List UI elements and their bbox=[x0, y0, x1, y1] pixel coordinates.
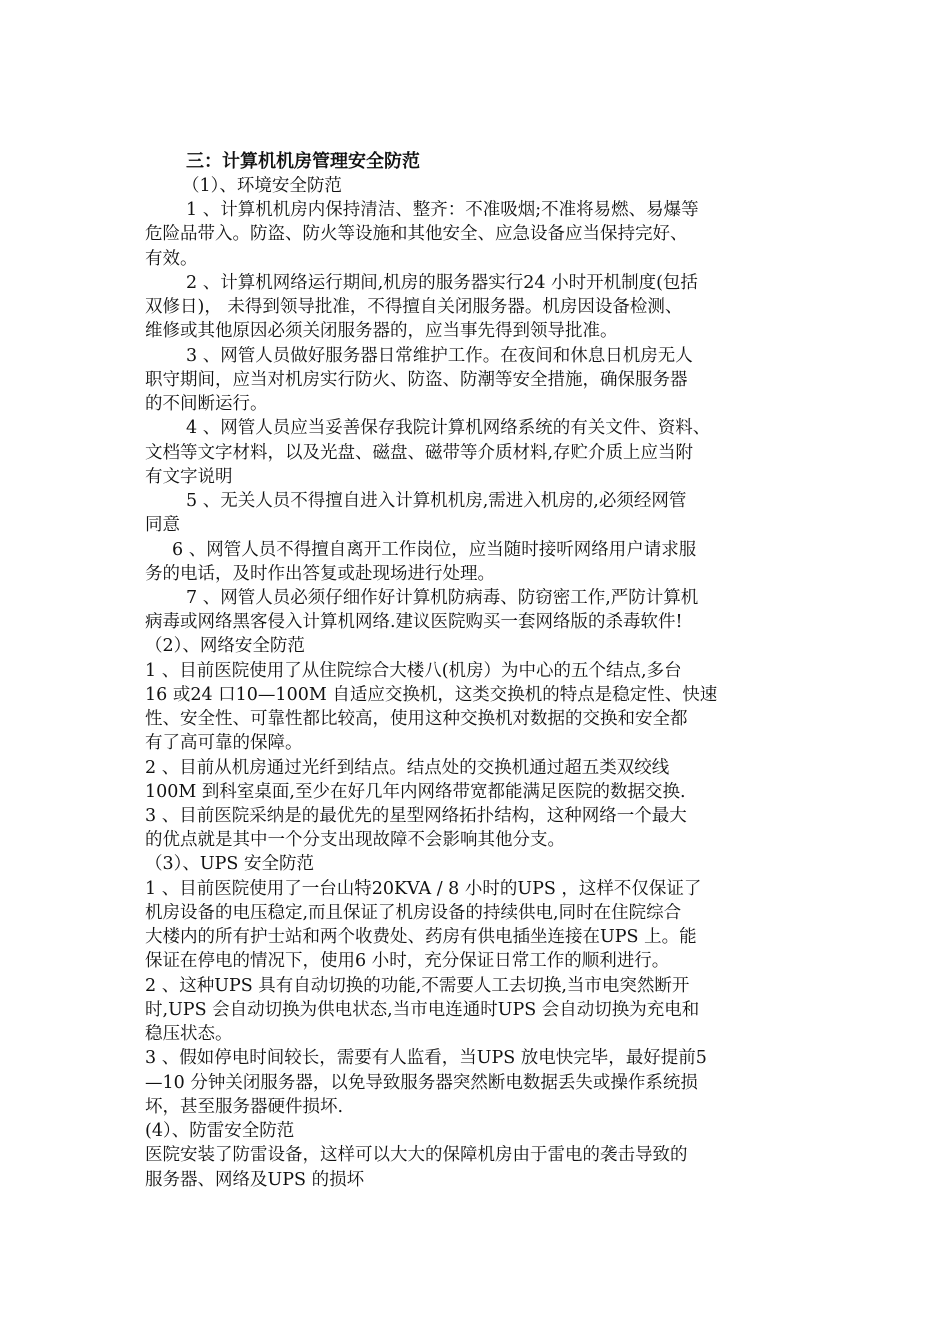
text-line: 100M 到科室桌面,至少在好几年内网络带宽都能满足医院的数据交换. bbox=[145, 782, 686, 802]
text-line: 3 、网管人员做好服务器日常维护工作。在夜间和休息日机房无人 bbox=[186, 346, 693, 366]
text-line: 有效。 bbox=[145, 249, 198, 269]
text-line: 1 、目前医院使用了从住院综合大楼八(机房）为中心的五个结点,多台 bbox=[145, 661, 682, 681]
text-line: 维修或其他原因必须关闭服务器的，应当事先得到领导批准。 bbox=[145, 321, 618, 341]
text-line: 服务器、网络及UPS 的损坏 bbox=[145, 1170, 365, 1190]
text-line: 2 、计算机网络运行期间,机房的服务器实行24 小时开机制度(包括 bbox=[186, 273, 698, 293]
text-line: 16 或24 口10—100M 自适应交换机，这类交换机的特点是稳定性、快速 bbox=[145, 685, 718, 705]
section-title: 三：计算机机房管理安全防范 bbox=[186, 151, 420, 172]
text-line: （1）、环境安全防范 bbox=[182, 176, 342, 196]
text-line: 3 、目前医院采纳是的最优先的星型网络拓扑结构，这种网络一个最大 bbox=[145, 806, 687, 826]
text-line: 坏，甚至服务器硬件损坏. bbox=[145, 1097, 344, 1117]
text-line: 有文字说明 bbox=[145, 467, 233, 487]
text-line: 职守期间，应当对机房实行防火、防盗、防潮等安全措施，确保服务器 bbox=[145, 370, 688, 390]
text-line: 务的电话，及时作出答复或赴现场进行处理。 bbox=[145, 564, 495, 584]
text-line: 6 、网管人员不得擅自离开工作岗位，应当随时接听网络用户请求服 bbox=[172, 540, 697, 560]
text-line: 的优点就是其中一个分支出现故障不会影响其他分支。 bbox=[145, 830, 565, 850]
text-line: 4 、网管人员应当妥善保存我院计算机网络系统的有关文件、资料、 bbox=[186, 418, 711, 438]
text-line: 病毒或网络黑客侵入计算机网络.建议医院购买一套网络版的杀毒软件! bbox=[145, 612, 683, 632]
text-line: 2 、这种UPS 具有自动切换的功能,不需要人工去切换,当市电突然断开 bbox=[145, 976, 690, 996]
text-line: 时,UPS 会自动切换为供电状态,当市电连通时UPS 会自动切换为充电和 bbox=[145, 1000, 700, 1020]
text-line: 文档等文字材料，以及光盘、磁盘、磁带等介质材料,存贮介质上应当附 bbox=[145, 443, 694, 463]
text-line: 性、安全性、可靠性都比较高，使用这种交换机对数据的交换和安全都 bbox=[145, 709, 688, 729]
text-line: 5 、无关人员不得擅自进入计算机机房,需进入机房的,必须经网管 bbox=[186, 491, 687, 511]
text-line: 机房设备的电压稳定,而且保证了机房设备的持续供电,同时在住院综合 bbox=[145, 903, 682, 923]
text-line: （2）、网络安全防范 bbox=[145, 636, 305, 656]
text-line: 1 、目前医院使用了一台山特20KVA / 8 小时的UPS ，这样不仅保证了 bbox=[145, 879, 702, 899]
text-line: 同意 bbox=[145, 515, 180, 535]
text-line: 医院安装了防雷设备，这样可以大大的保障机房由于雷电的袭击导致的 bbox=[145, 1145, 688, 1165]
text-line: 2 、目前从机房通过光纤到结点。结点处的交换机通过超五类双绞线 bbox=[145, 758, 670, 778]
text-line: —10 分钟关闭服务器，以免导致服务器突然断电数据丢失或操作系统损 bbox=[145, 1073, 698, 1093]
text-line: 的不间断运行。 bbox=[145, 394, 268, 414]
text-line: 7 、网管人员必须仔细作好计算机防病毒、防窃密工作,严防计算机 bbox=[186, 588, 699, 608]
text-line: 3 、假如停电时间较长，需要有人监看，当UPS 放电快完毕，最好提前5 bbox=[145, 1048, 707, 1068]
text-line: （3）、UPS 安全防范 bbox=[145, 854, 314, 874]
text-line: 保证在停电的情况下，使用6 小时，充分保证日常工作的顺利进行。 bbox=[145, 951, 670, 971]
text-line: 有了高可靠的保障。 bbox=[145, 733, 303, 753]
text-line: 1 、计算机机房内保持清洁、整齐：不准吸烟;不准将易燃、易爆等 bbox=[186, 200, 699, 220]
text-line: 双修日)， 未得到领导批准，不得擅自关闭服务器。机房因设备检测、 bbox=[145, 297, 683, 317]
text-line: 大楼内的所有护士站和两个收费处、药房有供电插坐连接在UPS 上。能 bbox=[145, 927, 697, 947]
text-line: 危险品带入。防盗、防火等设施和其他安全、应急设备应当保持完好、 bbox=[145, 224, 688, 244]
text-line: (4）、防雷安全防范 bbox=[145, 1121, 295, 1141]
text-line: 稳压状态。 bbox=[145, 1024, 233, 1044]
